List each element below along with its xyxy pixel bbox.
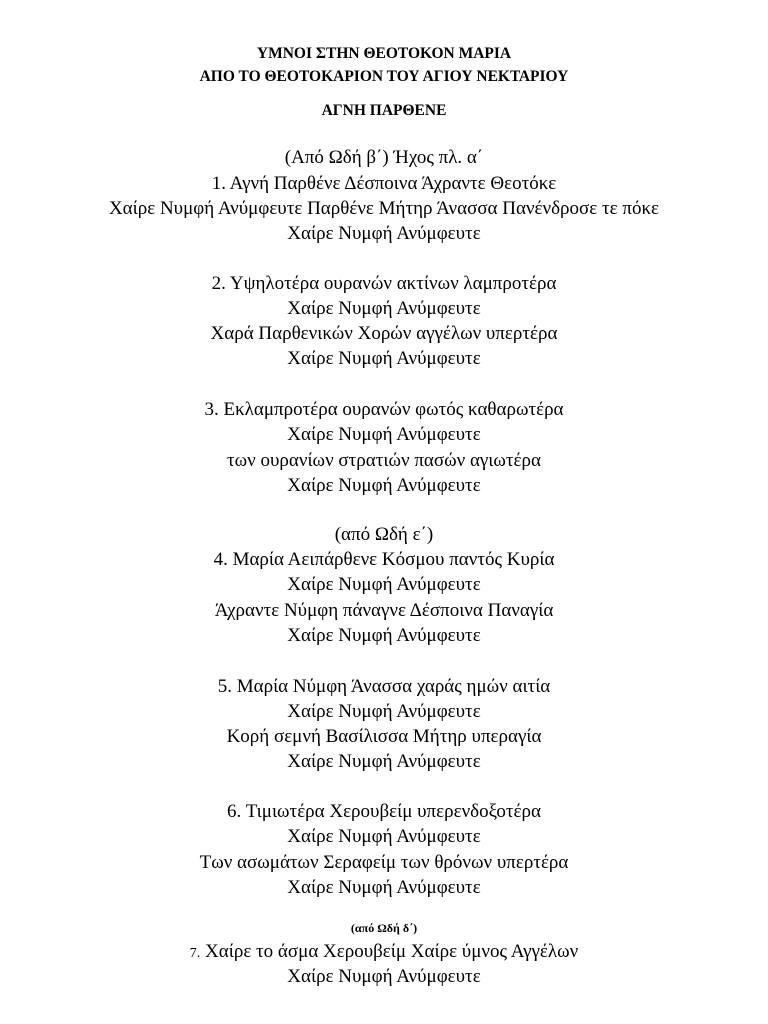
hymn1-line1: 1. Αγνή Παρθένε Δέσποινα Άχραντε Θεοτόκε	[211, 173, 557, 194]
hymn3-line1: 3. Εκλαμπροτέρα ουρανών φωτός καθαρωτέρα	[204, 399, 564, 420]
hymn3-line3: των ουρανίων στρατιών πασών αγιωτέρα	[227, 450, 541, 471]
hymn2-line1: 2. Υψηλοτέρα ουρανών ακτίνων λαμπροτέρα	[211, 273, 557, 294]
hymn6-line3: Των ασωμάτων Σεραφείμ των θρόνων υπερτέρα	[199, 852, 569, 873]
hymn7-line1-text: Χαίρε το άσμα Χερουβείμ Χαίρε ύμνος Αγγέλων	[200, 941, 579, 962]
hymn3-refrain2: Χαίρε Νυμφή Ανύμφευτε	[287, 475, 481, 496]
hymn2-refrain2: Χαίρε Νυμφή Ανύμφευτε	[287, 348, 481, 369]
hymn6-refrain2: Χαίρε Νυμφή Ανύμφευτε	[287, 877, 481, 898]
hymn7-line1	[0, 939, 768, 966]
document-title-line2: ΑΠΟ ΤΟ ΘΕΟΤΟΚΑΡΙΟΝ ΤΟΥ ΑΓΙΟΥ ΝΕΚΤΑΡΙΟΥ	[199, 68, 569, 85]
hymn2-refrain1: Χαίρε Νυμφή Ανύμφευτε	[287, 298, 481, 319]
hymn5-refrain2: Χαίρε Νυμφή Ανύμφευτε	[287, 751, 481, 772]
hymn5-line3: Κορή σεμνή Βασίλισσα Μήτηρ υπεραγία	[226, 726, 542, 747]
document-subtitle: ΑΓΝΗ ΠΑΡΘΕΝΕ	[321, 102, 447, 119]
hymn4-refrain2: Χαίρε Νυμφή Ανύμφευτε	[287, 625, 481, 646]
hymn4-line1: 4. Μαρία Αειπάρθενε Κόσμου παντός Κυρία	[213, 549, 555, 570]
document-title-line1: ΥΜΝΟΙ ΣΤΗΝ ΘΕΟΤΟΚΟΝ ΜΑΡΙΑ	[256, 45, 512, 62]
hymn2-line3: Χαρά Παρθενικών Χορών αγγέλων υπερτέρα	[210, 323, 558, 344]
hymn6-refrain1: Χαίρε Νυμφή Ανύμφευτε	[287, 826, 481, 847]
section3-intro: (από Ωδή δ΄)	[350, 921, 418, 935]
hymn5-line1: 5. Μαρία Νύμφη Άνασσα χαράς ημών αιτία	[217, 676, 551, 697]
section1-intro: (Από Ωδή β΄) Ήχος πλ. α΄	[284, 147, 484, 168]
section2-intro: (από Ωδή ε΄)	[334, 524, 434, 545]
hymn6-line1: 6. Τιμιωτέρα Χερουβείμ υπερενδοξοτέρα	[227, 801, 541, 822]
hymn3-refrain1: Χαίρε Νυμφή Ανύμφευτε	[287, 424, 481, 445]
hymn4-refrain1: Χαίρε Νυμφή Ανύμφευτε	[287, 574, 481, 595]
hymn1-line2: Χαίρε Νυμφή Ανύμφευτε Παρθένε Μήτηρ Άνασσα Πανένδροσε τε πόκε	[108, 198, 660, 219]
hymn5-refrain1: Χαίρε Νυμφή Ανύμφευτε	[287, 701, 481, 722]
hymn7-refrain: Χαίρε Νυμφή Ανύμφευτε	[287, 966, 481, 987]
hymn7-number: 7.	[189, 946, 201, 961]
hymn1-refrain: Χαίρε Νυμφή Ανύμφευτε	[287, 223, 481, 244]
hymn4-line3: Άχραντε Νύμφη πάναγνε Δέσποινα Παναγία	[214, 600, 554, 621]
